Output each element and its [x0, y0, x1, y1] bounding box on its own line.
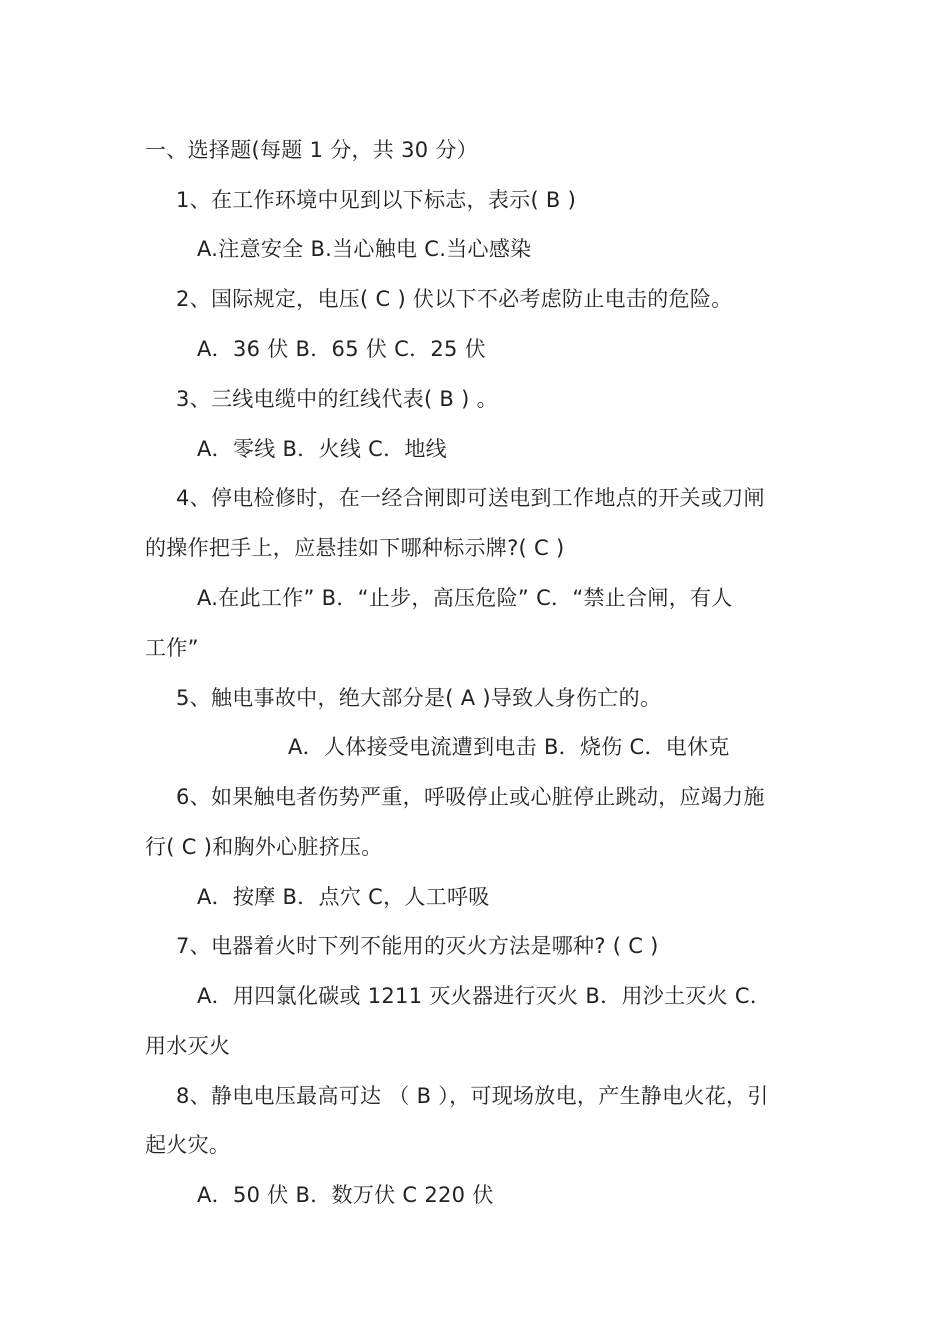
- question-5-stem: 5、触电事故中，绝大部分是( A )导致人身伤亡的。: [176, 686, 662, 710]
- question-2-stem: 2、国际规定，电压( C ) 伏以下不必考虑防止电击的危险。: [176, 287, 733, 311]
- question-4-stem-continued: 的操作把手上，应悬挂如下哪种标示牌?( C ): [145, 536, 565, 560]
- question-8-options: A．50 伏 B．数万伏 C 220 伏: [197, 1183, 494, 1207]
- question-7-options: A．用四氯化碳或 1211 灭火器进行灭火 B．用沙土灭火 C．: [197, 984, 772, 1008]
- question-6-stem: 6、如果触电者伤势严重，呼吸停止或心脏停止跳动，应竭力施: [176, 785, 765, 809]
- question-8-stem: 8、静电电压最高可达 （ B ），可现场放电，产生静电火花，引: [176, 1084, 769, 1108]
- question-7-stem: 7、电器着火时下列不能用的灭火方法是哪种? ( C ): [176, 934, 659, 958]
- question-1-stem: 1、在工作环境中见到以下标志，表示( B ): [176, 188, 577, 212]
- question-6-stem-continued: 行( C )和胸外心脏挤压。: [145, 835, 383, 859]
- question-5-options: A．人体接受电流遭到电击 B．烧伤 C．电休克: [288, 735, 730, 759]
- question-3-stem: 3、三线电缆中的红线代表( B ) 。: [176, 387, 498, 411]
- section-title: 一、选择题(每题 1 分，共 30 分）: [145, 138, 478, 162]
- question-6-options: A．按摩 B．点穴 C，人工呼吸: [197, 885, 490, 909]
- question-4-stem: 4、停电检修时，在一经合闸即可送电到工作地点的开关或刀闸: [176, 486, 765, 510]
- question-1-options: A.注意安全 B.当心触电 C.当心感染: [197, 237, 532, 261]
- question-4-options-continued: 工作”: [145, 636, 199, 660]
- question-7-options-continued: 用水灭火: [145, 1034, 231, 1058]
- question-2-options: A．36 伏 B．65 伏 C．25 伏: [197, 337, 486, 361]
- question-3-options: A．零线 B．火线 C．地线: [197, 437, 447, 461]
- question-8-stem-continued: 起火灾。: [145, 1133, 231, 1157]
- question-4-options: A.在此工作” B．“止步，高压危险” C．“禁止合闸，有人: [197, 586, 733, 610]
